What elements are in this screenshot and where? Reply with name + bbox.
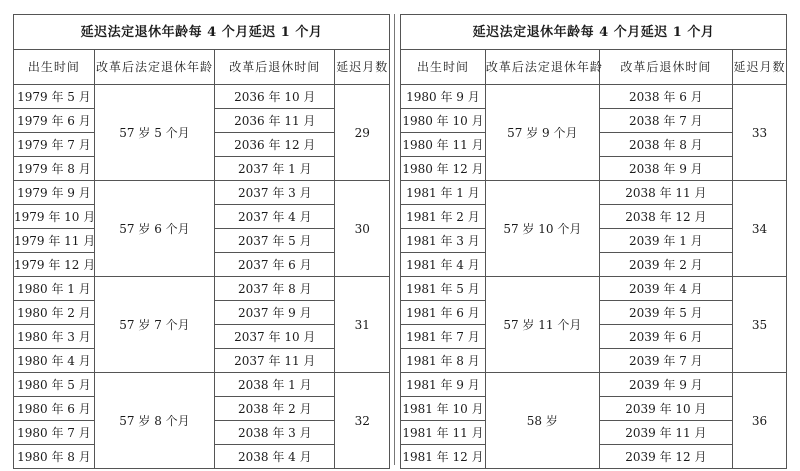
birth-cell: 1981 年 6 月 xyxy=(401,301,486,325)
birth-cell: 1979 年 7 月 xyxy=(14,133,95,157)
retirement-date-cell: 2038 年 4 月 xyxy=(215,445,335,469)
birth-cell: 1981 年 8 月 xyxy=(401,349,486,373)
retirement-date-cell: 2036 年 11 月 xyxy=(215,109,335,133)
header-birth-time: 出生时间 xyxy=(401,50,486,85)
retirement-date-cell: 2039 年 11 月 xyxy=(599,421,732,445)
retirement-date-cell: 2037 年 10 月 xyxy=(215,325,335,349)
retirement-date-cell: 2039 年 10 月 xyxy=(599,397,732,421)
retirement-date-cell: 2037 年 5 月 xyxy=(215,229,335,253)
delay-months-cell: 29 xyxy=(335,85,390,181)
delay-months-cell: 35 xyxy=(732,277,786,373)
right-retirement-table xyxy=(400,14,787,469)
birth-cell: 1981 年 11 月 xyxy=(401,421,486,445)
birth-cell: 1980 年 8 月 xyxy=(14,445,95,469)
table-row xyxy=(14,85,390,109)
birth-cell: 1980 年 9 月 xyxy=(401,85,486,109)
retirement-date-cell: 2039 年 5 月 xyxy=(599,301,732,325)
retirement-date-cell: 2039 年 6 月 xyxy=(599,325,732,349)
delay-months-cell: 32 xyxy=(335,373,390,469)
retirement-date-cell: 2038 年 6 月 xyxy=(599,85,732,109)
retirement-date-cell: 2037 年 6 月 xyxy=(215,253,335,277)
retirement-date-cell: 2038 年 11 月 xyxy=(599,181,732,205)
retirement-age-cell: 57 岁 6 个月 xyxy=(94,181,214,277)
retirement-date-cell: 2039 年 7 月 xyxy=(599,349,732,373)
delay-months-cell: 31 xyxy=(335,277,390,373)
panel-divider xyxy=(394,14,395,465)
delay-months-cell: 33 xyxy=(732,85,786,181)
header-retirement-date: 改革后退休时间 xyxy=(599,50,732,85)
retirement-age-cell: 57 岁 9 个月 xyxy=(485,85,599,181)
retirement-date-cell: 2038 年 3 月 xyxy=(215,421,335,445)
birth-cell: 1981 年 10 月 xyxy=(401,397,486,421)
table-row xyxy=(14,277,390,301)
birth-cell: 1979 年 5 月 xyxy=(14,85,95,109)
retirement-age-cell: 57 岁 10 个月 xyxy=(485,181,599,277)
birth-cell: 1979 年 9 月 xyxy=(14,181,95,205)
retirement-date-cell: 2037 年 11 月 xyxy=(215,349,335,373)
table-title: 延迟法定退休年龄每 4 个月延迟 1 个月 xyxy=(401,15,787,50)
retirement-date-cell: 2037 年 1 月 xyxy=(215,157,335,181)
retirement-age-cell: 57 岁 5 个月 xyxy=(94,85,214,181)
birth-cell: 1981 年 1 月 xyxy=(401,181,486,205)
birth-cell: 1981 年 2 月 xyxy=(401,205,486,229)
retirement-date-cell: 2039 年 12 月 xyxy=(599,445,732,469)
birth-cell: 1980 年 3 月 xyxy=(14,325,95,349)
birth-cell: 1980 年 2 月 xyxy=(14,301,95,325)
retirement-date-cell: 2037 年 9 月 xyxy=(215,301,335,325)
retirement-date-cell: 2037 年 4 月 xyxy=(215,205,335,229)
header-retirement-date: 改革后退休时间 xyxy=(215,50,335,85)
retirement-date-cell: 2039 年 1 月 xyxy=(599,229,732,253)
retirement-date-cell: 2037 年 3 月 xyxy=(215,181,335,205)
birth-cell: 1979 年 6 月 xyxy=(14,109,95,133)
retirement-date-cell: 2039 年 9 月 xyxy=(599,373,732,397)
birth-cell: 1980 年 1 月 xyxy=(14,277,95,301)
birth-cell: 1981 年 5 月 xyxy=(401,277,486,301)
retirement-date-cell: 2038 年 2 月 xyxy=(215,397,335,421)
header-birth-time: 出生时间 xyxy=(14,50,95,85)
retirement-date-cell: 2038 年 9 月 xyxy=(599,157,732,181)
birth-cell: 1979 年 10 月 xyxy=(14,205,95,229)
birth-cell: 1981 年 3 月 xyxy=(401,229,486,253)
header-delay-months: 延迟月数 xyxy=(732,50,786,85)
retirement-age-cell: 57 岁 8 个月 xyxy=(94,373,214,469)
table-row xyxy=(14,181,390,205)
table-row xyxy=(401,85,787,109)
retirement-date-cell: 2037 年 8 月 xyxy=(215,277,335,301)
right-retirement-table-panel xyxy=(400,14,787,465)
delay-months-cell: 30 xyxy=(335,181,390,277)
retirement-date-cell: 2038 年 1 月 xyxy=(215,373,335,397)
table-title: 延迟法定退休年龄每 4 个月延迟 1 个月 xyxy=(14,15,390,50)
birth-cell: 1980 年 5 月 xyxy=(14,373,95,397)
birth-cell: 1980 年 12 月 xyxy=(401,157,486,181)
retirement-age-cell: 57 岁 11 个月 xyxy=(485,277,599,373)
retirement-date-cell: 2036 年 10 月 xyxy=(215,85,335,109)
table-row xyxy=(401,181,787,205)
left-retirement-table xyxy=(13,14,390,469)
table-row xyxy=(401,277,787,301)
birth-cell: 1980 年 11 月 xyxy=(401,133,486,157)
header-delay-months: 延迟月数 xyxy=(335,50,390,85)
table-row xyxy=(14,373,390,397)
table-row xyxy=(401,373,787,397)
header-retirement-age: 改革后法定退休年龄 xyxy=(94,50,214,85)
retirement-age-cell: 57 岁 7 个月 xyxy=(94,277,214,373)
birth-cell: 1979 年 11 月 xyxy=(14,229,95,253)
birth-cell: 1981 年 7 月 xyxy=(401,325,486,349)
left-retirement-table-panel xyxy=(13,14,390,465)
birth-cell: 1980 年 4 月 xyxy=(14,349,95,373)
retirement-date-cell: 2038 年 8 月 xyxy=(599,133,732,157)
birth-cell: 1981 年 12 月 xyxy=(401,445,486,469)
retirement-date-cell: 2038 年 7 月 xyxy=(599,109,732,133)
birth-cell: 1981 年 4 月 xyxy=(401,253,486,277)
retirement-date-cell: 2036 年 12 月 xyxy=(215,133,335,157)
delay-months-cell: 36 xyxy=(732,373,786,469)
retirement-date-cell: 2039 年 2 月 xyxy=(599,253,732,277)
retirement-date-cell: 2038 年 12 月 xyxy=(599,205,732,229)
birth-cell: 1979 年 12 月 xyxy=(14,253,95,277)
birth-cell: 1979 年 8 月 xyxy=(14,157,95,181)
header-retirement-age: 改革后法定退休年龄 xyxy=(485,50,599,85)
retirement-date-cell: 2039 年 4 月 xyxy=(599,277,732,301)
birth-cell: 1981 年 9 月 xyxy=(401,373,486,397)
birth-cell: 1980 年 7 月 xyxy=(14,421,95,445)
delay-months-cell: 34 xyxy=(732,181,786,277)
birth-cell: 1980 年 10 月 xyxy=(401,109,486,133)
birth-cell: 1980 年 6 月 xyxy=(14,397,95,421)
retirement-age-cell: 58 岁 xyxy=(485,373,599,469)
